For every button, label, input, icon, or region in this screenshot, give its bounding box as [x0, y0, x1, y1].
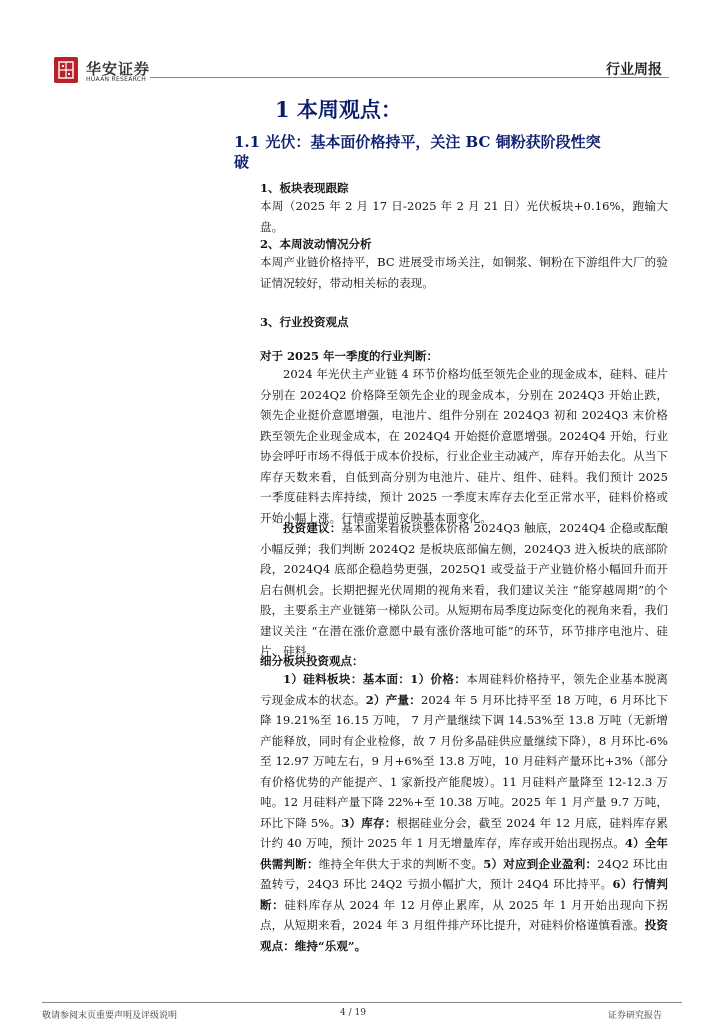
- investment-advice-label: 投资建议：: [283, 521, 342, 535]
- q1-judgement-title: 对于 2025 年一季度的行业判断：: [260, 349, 439, 363]
- footer-disclaimer: 敬请参阅末页重要声明及评级说明: [42, 1011, 178, 1021]
- footer-report-label: 证券研究报告: [607, 1011, 662, 1021]
- price-text: 本周硅料价格持平，领先企业基本脱离亏现金成本的状态。: [260, 672, 668, 707]
- company-logo-subtitle: HUAAN RESEARCH: [86, 76, 147, 83]
- page-header: [0, 0, 724, 92]
- q1-judgement-text: 2024 年光伏主产业链 4 环节价格均低至领先企业的现金成本，硅料、硅片分别在 2024Q2 价格降至领先企业的现金成本，分别在 2024Q3 开始止跌，领先企业挺价意愿增强，电池片、组件分别在 2024Q3 初和 2024Q3 末价格跌至领先企业现金成本，在 2024Q4 开始挺价意愿增强。2024Q4 开始，行业协会呼吁市场不得低于成本价投标，行业企业主动减产，库存开始去化。从当下库存天数来看，自低到高分别为电池片、硅片、组件、硅料。我们预计 2025 一季度硅料去库持续，预计 2025 一季度末库存去化至正常水平，硅料价格或开始小幅上涨。行情或提前反映基本面变化。: [260, 367, 668, 525]
- header-divider: [150, 77, 669, 78]
- investment-advice: [260, 518, 668, 662]
- profit-label: 5）对应到企业盈利：: [483, 856, 598, 871]
- seal-glyph-icon: [58, 61, 74, 79]
- logo-icon: [54, 57, 78, 83]
- volatility-analysis-text: 本周产业链价格持平，BC 进展受市场关注，如铜浆、铜粉在下游组件大厂的验证情况较好，带动相关标的表现。: [260, 255, 668, 290]
- inventory-label: 3）库存：: [341, 815, 397, 830]
- supply-demand-label: 4）全年供需判断：: [260, 836, 668, 871]
- section-heading: 1 本周观点：: [275, 97, 402, 122]
- market-judgement-text: 硅料库存从 2024 年 12 月停止累库，从 2025 年 1 月开始出现向下拐点，从短期来看，2024 年 3 月组件排产环比提升，对硅料价格谨慎看涨。: [260, 897, 668, 932]
- profit-text: 24Q2 环比由盈转亏，24Q3 环比 24Q2 亏损小幅扩大，预计 24Q4 环比持平。: [260, 856, 668, 891]
- volatility-analysis-title: 2、本周波动情况分析: [260, 237, 372, 251]
- supply-demand-text: 维持全年供大于求的判断不变。: [318, 856, 484, 871]
- subsection-heading-wrap: 破: [234, 153, 250, 171]
- footer-divider: [42, 1002, 682, 1003]
- polysilicon-intro: 1）硅料板块：基本面：: [283, 672, 411, 686]
- block-performance-text: 本周（2025 年 2 月 17 日-2025 年 2 月 21 日）光伏板块+0.16%，跑输大盘。: [260, 199, 668, 234]
- output-label: 2）产量：: [365, 692, 421, 707]
- sub-sector-title: 细分板块投资观点：: [260, 654, 364, 668]
- investment-view-title: 3、行业投资观点: [260, 315, 349, 329]
- subsection-heading: 1.1 光伏：基本面价格持平，关注 BC 铜粉获阶段性突: [234, 133, 601, 151]
- output-text: 2024 年 5 月环比持平至 18 万吨，6 月环比下降 19.21%至 16.15 万吨， 7 月产量继续下调 14.53%至 13.8 万吨（无新增产能释放，同时有企业检修，故 7 月份多晶硅供应量继续下降），8 月环比-6%至 12.97 万吨左右，9 月+6%至 13.8 万吨，10 月硅料产量环比+3%（部分有价格优势的产能提产、1 家新投产能爬坡）。11 月硅料产量降至 12-12.3 万吨。12 月硅料产量下降 22%+至 10.38 万吨。2025 年 1 月产量 9.7 万吨，环比下降 5%。: [260, 692, 668, 830]
- inventory-text: 根据硅业分会，截至 2024 年 12 月底，硅料库存累计约 40 万吨，预计 2025 年 1 月无增量库存，库存或开始出现拐点。: [260, 815, 668, 850]
- page-number: 4 / 19: [340, 1008, 366, 1018]
- report-type-label: 行业周报: [606, 62, 662, 78]
- block-performance-title: 1、板块表现跟踪: [260, 181, 349, 195]
- investment-advice-text: 基本面来看板块整体价格 2024Q3 触底，2024Q4 企稳或酝酿小幅反弹；我们判断 2024Q2 是板块底部偏左侧，2024Q3 进入板块的底部阶段，2024Q4 底部企稳趋势更强，2025Q1 或受益于产业链价格小幅回升而开启右侧机会。长期把握光伏周期的视角来看，我们建议关注 “能穿越周期”的个股，主要系主产业链第一梯队公司。从短期布局季度边际变化的视角来看，我们建议关注 “在潜在涨价意愿中最有涨价落地可能”的环节，环节排序电池片、硅片、硅料。: [260, 521, 668, 658]
- company-logo-name: 华安证券: [86, 60, 151, 78]
- price-label: 1）价格：: [410, 672, 467, 686]
- investment-rating: 投资观点：维持“乐观”。: [260, 918, 668, 953]
- polysilicon-view: [260, 669, 668, 956]
- market-judgement-label: 6）行情判断：: [260, 877, 668, 912]
